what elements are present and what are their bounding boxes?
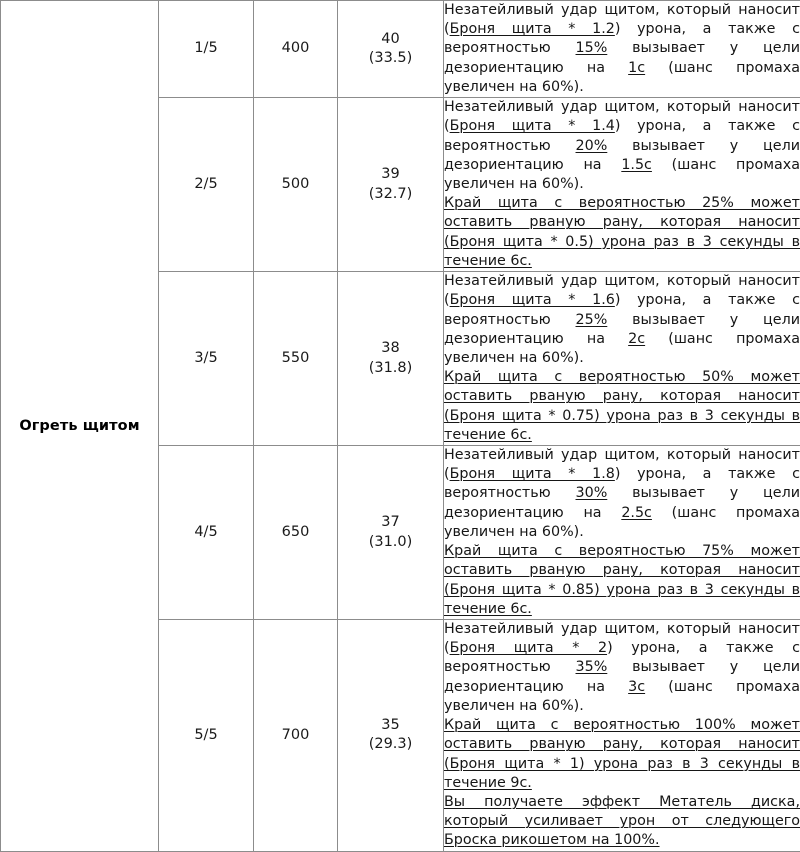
- description-paragraph: [444, 542, 800, 619]
- description-text: Край щита с вероятностью 100% может оставить рваную рану, которая наносит (Броня щита * 1) урона раз в 3 секунды в течение 9с.: [444, 717, 800, 791]
- description-text: Незатейливый удар щитом, который наносит (: [444, 2, 800, 37]
- cooldown-base-value: 39: [338, 165, 443, 184]
- description-text: Незатейливый удар щитом, который наносит (: [444, 99, 800, 134]
- skill-rank-cell: 3/5: [159, 272, 254, 446]
- highlighted-value: 35%: [576, 659, 608, 675]
- skill-description-cell: [444, 98, 800, 272]
- cooldown-reduced-value: (32.7): [338, 185, 443, 204]
- skill-cooldown-cell: [338, 1, 444, 98]
- highlighted-value: 2.5с: [621, 505, 652, 521]
- description-text: вызывает у цели дезориентацию на: [444, 659, 800, 694]
- description-text: (шанс промаха увеличен на 60%).: [444, 157, 800, 192]
- table-row: [1, 1, 800, 98]
- highlighted-value: 3с: [628, 679, 645, 695]
- description-paragraph: [444, 446, 800, 542]
- highlighted-value: Броня щита * 1.8: [450, 466, 615, 482]
- skill-table-body: [1, 1, 800, 852]
- description-paragraph: [444, 272, 800, 368]
- description-text: вызывает у цели дезориентацию на: [444, 40, 800, 75]
- highlighted-value: 15%: [576, 40, 608, 56]
- skill-description-cell: [444, 1, 800, 98]
- cooldown-base-value: 38: [338, 339, 443, 358]
- skill-rank-cell: 2/5: [159, 98, 254, 272]
- description-text: (шанс промаха увеличен на 60%).: [444, 679, 800, 714]
- skill-name-cell: Огреть щитом: [1, 1, 159, 852]
- skill-cost-cell: 500: [254, 98, 338, 272]
- cooldown-reduced-value: (31.8): [338, 359, 443, 378]
- description-text: (шанс промаха увеличен на 60%).: [444, 60, 800, 95]
- skill-rank-cell: 4/5: [159, 446, 254, 620]
- description-text: ) урона, а также с вероятностью: [444, 292, 800, 327]
- skill-description-cell: [444, 620, 800, 852]
- highlighted-value: 25%: [576, 312, 608, 328]
- skill-cost-cell: 400: [254, 1, 338, 98]
- description-text: Край щита с вероятностью 75% может оставить рваную рану, которая наносит (Броня щита * 0.85) урона раз в 3 секунды в течение 6с.: [444, 543, 800, 617]
- description-paragraph: [444, 98, 800, 194]
- description-paragraph: [444, 793, 800, 851]
- highlighted-value: Броня щита * 2: [450, 640, 607, 656]
- description-text: вызывает у цели дезориентацию на: [444, 312, 800, 347]
- description-text: ) урона, а также с вероятностью: [444, 118, 800, 153]
- description-text: вызывает у цели дезориентацию на: [444, 485, 800, 520]
- highlighted-value: 20%: [576, 138, 608, 154]
- highlighted-value: 30%: [576, 485, 608, 501]
- highlighted-value: 1.5с: [621, 157, 652, 173]
- cooldown-reduced-value: (33.5): [338, 49, 443, 68]
- cooldown-base-value: 35: [338, 716, 443, 735]
- cooldown-base-value: 40: [338, 30, 443, 49]
- description-paragraph: [444, 620, 800, 716]
- description-paragraph: [444, 1, 800, 97]
- skill-cooldown-cell: [338, 98, 444, 272]
- skill-rank-cell: 1/5: [159, 1, 254, 98]
- description-text: Незатейливый удар щитом, который наносит (: [444, 621, 800, 656]
- skill-cost-cell: 650: [254, 446, 338, 620]
- highlighted-value: 2с: [628, 331, 645, 347]
- description-text: вызывает у цели дезориентацию на: [444, 138, 800, 173]
- description-paragraph: [444, 194, 800, 271]
- description-paragraph: [444, 368, 800, 445]
- skill-cooldown-cell: [338, 272, 444, 446]
- cooldown-reduced-value: (29.3): [338, 735, 443, 754]
- skill-rank-cell: 5/5: [159, 620, 254, 852]
- skill-description-cell: [444, 446, 800, 620]
- description-text: Край щита с вероятностью 50% может оставить рваную рану, которая наносит (Броня щита * 0.75) урона раз в 3 секунды в течение 6с.: [444, 369, 800, 443]
- description-text: Незатейливый удар щитом, который наносит (: [444, 273, 800, 308]
- description-text: Незатейливый удар щитом, который наносит (: [444, 447, 800, 482]
- skill-cost-cell: 550: [254, 272, 338, 446]
- description-text: ) урона, а также с вероятностью: [444, 21, 800, 56]
- skill-cooldown-cell: [338, 446, 444, 620]
- description-text: Вы получаете эффект Метатель диска, который усиливает урон от следующего Броска рикошетом на 100%.: [444, 794, 800, 848]
- cooldown-base-value: 37: [338, 513, 443, 532]
- skill-cost-cell: 700: [254, 620, 338, 852]
- description-text: ) урона, а также с вероятностью: [444, 640, 800, 675]
- highlighted-value: 1с: [628, 60, 645, 76]
- skill-cooldown-cell: [338, 620, 444, 852]
- highlighted-value: Броня щита * 1.4: [450, 118, 615, 134]
- skill-description-cell: [444, 272, 800, 446]
- description-text: Край щита с вероятностью 25% может оставить рваную рану, которая наносит (Броня щита * 0.5) урона раз в 3 секунды в течение 6с.: [444, 195, 800, 269]
- description-text: ) урона, а также с вероятностью: [444, 466, 800, 501]
- highlighted-value: Броня щита * 1.2: [450, 21, 615, 37]
- description-paragraph: [444, 716, 800, 793]
- cooldown-reduced-value: (31.0): [338, 533, 443, 552]
- description-text: (шанс промаха увеличен на 60%).: [444, 505, 800, 540]
- highlighted-value: Броня щита * 1.6: [450, 292, 615, 308]
- description-text: (шанс промаха увеличен на 60%).: [444, 331, 800, 366]
